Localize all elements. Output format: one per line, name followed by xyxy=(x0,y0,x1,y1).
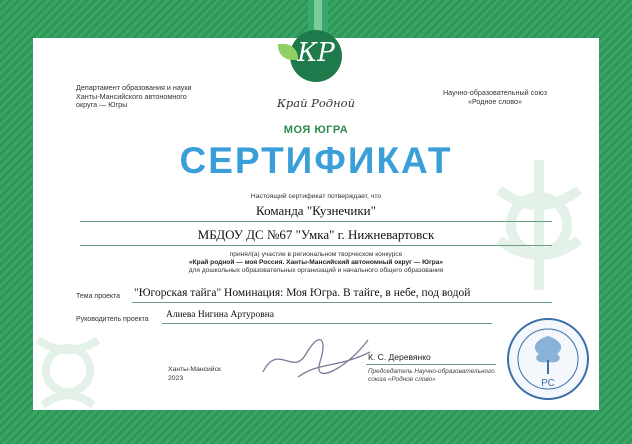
certificate-subtitle: МОЯ ЮГРА xyxy=(283,124,349,136)
signer-role xyxy=(368,368,518,384)
organizer-right xyxy=(420,89,570,106)
certificate-title: СЕРТИФИКАТ xyxy=(179,140,453,181)
project-lead-label: Руководитель проекта xyxy=(76,316,149,323)
participation-line-1: принял(а) участие в региональном творческом конкурсе xyxy=(229,251,403,258)
confirm-text: Настоящий сертификат потверждает, что xyxy=(250,193,382,200)
organization-underline xyxy=(80,245,552,246)
ornament-left-icon xyxy=(33,320,123,410)
project-topic-underline xyxy=(132,302,552,303)
signer-underline xyxy=(366,364,496,365)
department-left-line: Ханты-Мансийского автономного xyxy=(76,91,187,101)
project-lead-underline xyxy=(162,323,492,324)
issue-city: Ханты-Мансийск xyxy=(168,366,221,373)
project-lead-value: Алиева Нигина Артуровна xyxy=(166,310,275,320)
brand-logo-letters: КР xyxy=(297,38,335,68)
project-topic-value: "Югорская тайга" Номинация: Моя Югра. В тайге, в небе, под водой xyxy=(134,287,471,299)
signer-role-line: союза «Родное слово» xyxy=(368,376,436,383)
signer-role-line: Председатель Научно-образовательного xyxy=(368,368,495,375)
department-left-line: округа — Югры xyxy=(76,100,128,110)
project-topic-label: Тема проекта xyxy=(76,293,121,300)
signature-icon xyxy=(258,332,378,382)
participation-line-3: для дошкольных образовательных организаций и начального общего образования xyxy=(188,267,444,274)
ornament-right-icon xyxy=(479,150,599,300)
organization-name: МБДОУ ДС №67 "Умка" г. Нижневартовск xyxy=(197,227,435,242)
participation-line-2: «Край родной — моя Россия. Ханты-Мансийский автономный округ — Югра» xyxy=(188,259,444,266)
team-underline xyxy=(80,221,552,222)
issue-year: 2023 xyxy=(168,374,184,382)
organizer-right-line: «Родное слово» xyxy=(467,96,523,106)
seal-letters: РС xyxy=(541,378,555,389)
department-left xyxy=(76,84,256,110)
department-left-line: Департамент образования и науки xyxy=(76,83,192,92)
brand-name: Край Родной xyxy=(276,96,356,110)
team-name: Команда "Кузнечики" xyxy=(256,203,376,218)
signer-name: К. С. Деревянко xyxy=(368,352,431,362)
issue-place-date xyxy=(168,366,228,383)
organizer-right-line: Научно-образовательный союз xyxy=(442,88,548,97)
seal-icon xyxy=(505,316,591,402)
